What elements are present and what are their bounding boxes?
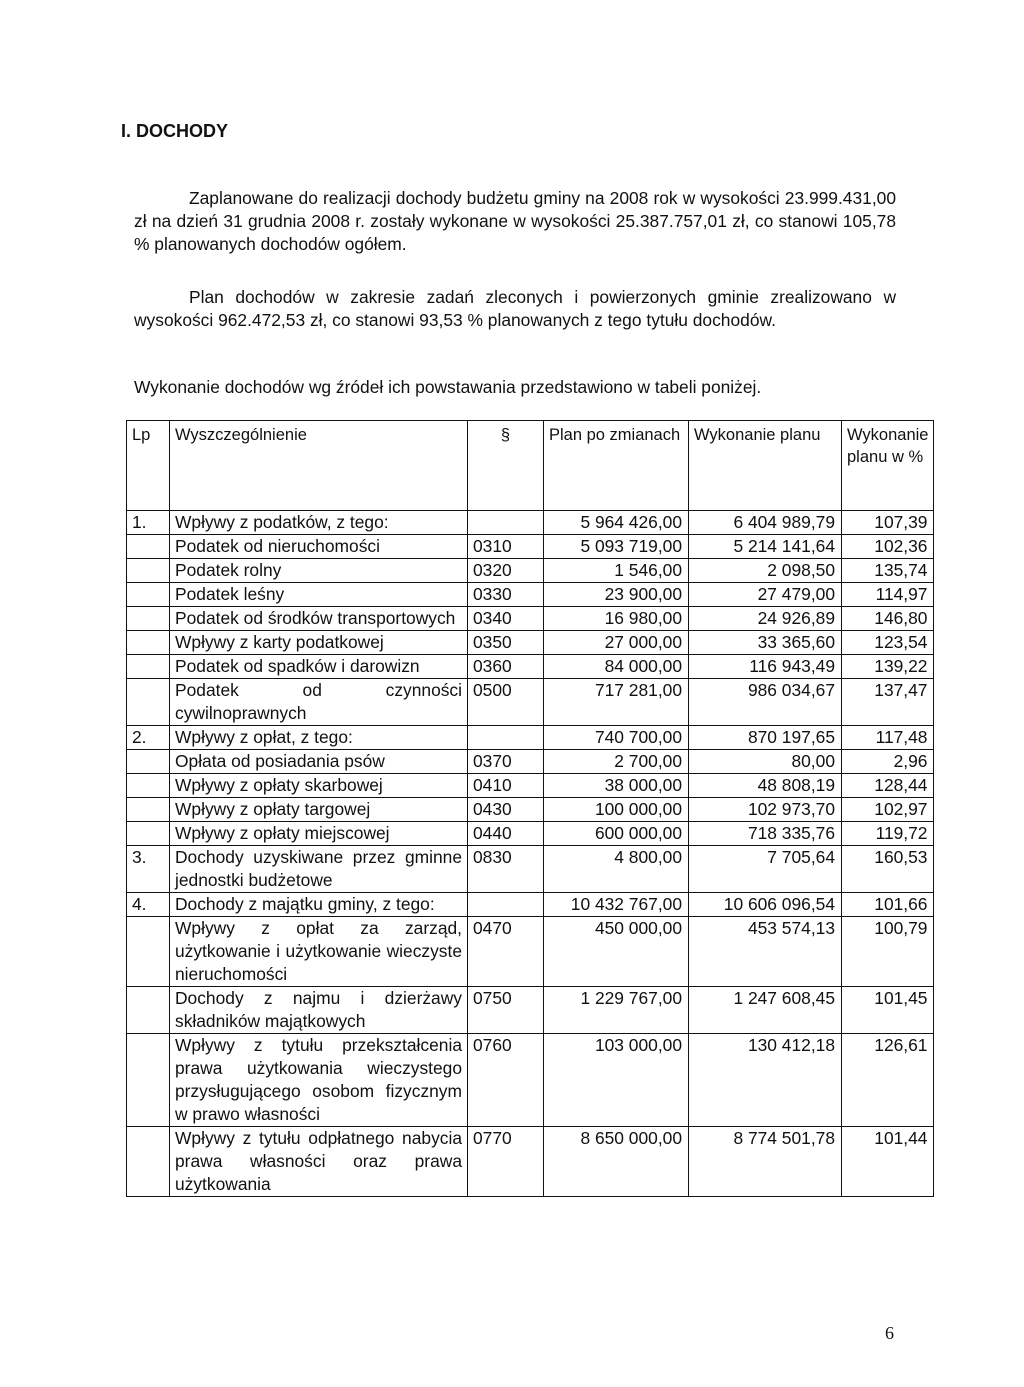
cell-lp: 3. [127,846,170,893]
table-row [127,583,934,607]
cell-plan: 1 229 767,00 [544,987,689,1034]
header-lp: Lp [127,421,170,511]
cell-paragraph [468,893,544,917]
table-row [127,750,934,774]
page-number: 6 [885,1323,894,1343]
table-row [127,987,934,1034]
cell-percent: 126,61 [842,1034,934,1127]
cell-execution: 33 365,60 [689,631,842,655]
cell-plan: 5 964 426,00 [544,511,689,535]
cell-paragraph [468,726,544,750]
cell-execution: 80,00 [689,750,842,774]
cell-plan: 600 000,00 [544,822,689,846]
cell-percent: 123,54 [842,631,934,655]
cell-lp [127,679,170,726]
cell-lp [127,535,170,559]
cell-plan: 38 000,00 [544,774,689,798]
cell-name: Dochody z najmu i dzierżawy składników majątkowych [170,987,468,1034]
table-row [127,511,934,535]
cell-name: Wpływy z podatków, z tego: [170,511,468,535]
cell-percent: 101,45 [842,987,934,1034]
cell-percent: 119,72 [842,822,934,846]
cell-lp [127,655,170,679]
cell-lp: 4. [127,893,170,917]
income-table [126,420,934,1197]
table-row [127,726,934,750]
cell-paragraph: 0750 [468,987,544,1034]
cell-plan: 1 546,00 [544,559,689,583]
header-name: Wyszczególnienie [170,421,468,511]
cell-percent: 102,97 [842,798,934,822]
cell-lp [127,750,170,774]
table-row [127,559,934,583]
table-row [127,822,934,846]
table-row [127,846,934,893]
cell-plan: 450 000,00 [544,917,689,987]
cell-execution: 48 808,19 [689,774,842,798]
cell-paragraph: 0370 [468,750,544,774]
cell-execution: 453 574,13 [689,917,842,987]
table-row [127,679,934,726]
cell-name: Podatek rolny [170,559,468,583]
cell-name: Wpływy z opłaty targowej [170,798,468,822]
table-row [127,893,934,917]
paragraph-commissioned-tasks: Plan dochodów w zakresie zadań zleconych i powierzonych gminie zrealizowano w wysokości 962.472,53 zł, co stanowi 93,53 % planowanych z tego tytułu dochodów. [134,287,896,330]
cell-name: Wpływy z opłaty miejscowej [170,822,468,846]
cell-percent: 139,22 [842,655,934,679]
cell-plan: 740 700,00 [544,726,689,750]
cell-lp [127,798,170,822]
cell-execution: 718 335,76 [689,822,842,846]
cell-lp [127,583,170,607]
cell-plan: 717 281,00 [544,679,689,726]
table-row [127,1127,934,1197]
cell-execution: 102 973,70 [689,798,842,822]
table-body [127,511,934,1197]
cell-name: Opłata od posiadania psów [170,750,468,774]
cell-paragraph [468,511,544,535]
table-header-row [127,421,934,511]
cell-execution: 870 197,65 [689,726,842,750]
cell-paragraph: 0410 [468,774,544,798]
table-row [127,798,934,822]
cell-lp [127,917,170,987]
cell-lp [127,822,170,846]
cell-name: Podatek od czynności cywilnoprawnych [170,679,468,726]
cell-paragraph: 0330 [468,583,544,607]
cell-percent: 107,39 [842,511,934,535]
cell-name: Dochody z majątku gminy, z tego: [170,893,468,917]
cell-percent: 128,44 [842,774,934,798]
cell-paragraph: 0340 [468,607,544,631]
cell-execution: 6 404 989,79 [689,511,842,535]
cell-execution: 10 606 096,54 [689,893,842,917]
cell-percent: 137,47 [842,679,934,726]
cell-lp [127,1127,170,1197]
cell-plan: 27 000,00 [544,631,689,655]
table-row [127,917,934,987]
cell-paragraph: 0830 [468,846,544,893]
cell-name: Wpływy z karty podatkowej [170,631,468,655]
cell-paragraph: 0500 [468,679,544,726]
cell-execution: 2 098,50 [689,559,842,583]
cell-lp [127,559,170,583]
cell-percent: 102,36 [842,535,934,559]
cell-paragraph: 0360 [468,655,544,679]
cell-lp [127,987,170,1034]
cell-name: Wpływy z opłat, z tego: [170,726,468,750]
cell-paragraph: 0770 [468,1127,544,1197]
cell-percent: 2,96 [842,750,934,774]
cell-execution: 130 412,18 [689,1034,842,1127]
cell-name: Wpływy z tytułu odpłatnego nabycia prawa własności oraz prawa użytkowania [170,1127,468,1197]
table-row [127,607,934,631]
paragraph-table-intro: Wykonanie dochodów wg źródeł ich powstawania przedstawiono w tabeli poniżej. [134,377,762,397]
section-heading: I. DOCHODY [121,121,229,141]
cell-plan: 84 000,00 [544,655,689,679]
cell-execution: 7 705,64 [689,846,842,893]
cell-paragraph: 0760 [468,1034,544,1127]
cell-name: Wpływy z opłaty skarbowej [170,774,468,798]
cell-name: Podatek od spadków i darowizn [170,655,468,679]
cell-percent: 101,44 [842,1127,934,1197]
cell-percent: 146,80 [842,607,934,631]
cell-execution: 8 774 501,78 [689,1127,842,1197]
cell-execution: 116 943,49 [689,655,842,679]
cell-plan: 5 093 719,00 [544,535,689,559]
cell-execution: 986 034,67 [689,679,842,726]
cell-plan: 23 900,00 [544,583,689,607]
cell-execution: 27 479,00 [689,583,842,607]
cell-plan: 8 650 000,00 [544,1127,689,1197]
cell-lp [127,774,170,798]
header-paragraph: § [468,421,544,511]
cell-percent: 100,79 [842,917,934,987]
cell-name: Wpływy z tytułu przekształcenia prawa użytkowania wieczystego przysługującego osobom fizycznym w prawo własności [170,1034,468,1127]
table-row [127,655,934,679]
table-row [127,1034,934,1127]
cell-paragraph: 0310 [468,535,544,559]
cell-paragraph: 0320 [468,559,544,583]
cell-plan: 4 800,00 [544,846,689,893]
cell-name: Wpływy z opłat za zarząd, użytkowanie i użytkowanie wieczyste nieruchomości [170,917,468,987]
cell-lp [127,607,170,631]
header-plan: Plan po zmianach [544,421,689,511]
cell-lp: 1. [127,511,170,535]
cell-lp [127,1034,170,1127]
cell-name: Podatek od środków transportowych [170,607,468,631]
cell-percent: 117,48 [842,726,934,750]
cell-plan: 10 432 767,00 [544,893,689,917]
cell-paragraph: 0430 [468,798,544,822]
cell-percent: 114,97 [842,583,934,607]
cell-execution: 5 214 141,64 [689,535,842,559]
cell-lp [127,631,170,655]
table-row [127,631,934,655]
header-percent: Wykonanie planu w % [842,421,934,511]
header-execution: Wykonanie planu [689,421,842,511]
cell-percent: 101,66 [842,893,934,917]
cell-plan: 16 980,00 [544,607,689,631]
cell-lp: 2. [127,726,170,750]
table-row [127,774,934,798]
cell-paragraph: 0440 [468,822,544,846]
cell-paragraph: 0350 [468,631,544,655]
cell-plan: 103 000,00 [544,1034,689,1127]
cell-name: Dochody uzyskiwane przez gminne jednostki budżetowe [170,846,468,893]
cell-execution: 1 247 608,45 [689,987,842,1034]
cell-execution: 24 926,89 [689,607,842,631]
cell-plan: 2 700,00 [544,750,689,774]
table-row [127,535,934,559]
cell-name: Podatek leśny [170,583,468,607]
cell-plan: 100 000,00 [544,798,689,822]
cell-paragraph: 0470 [468,917,544,987]
cell-percent: 135,74 [842,559,934,583]
paragraph-total-income: Zaplanowane do realizacji dochody budżetu gminy na 2008 rok w wysokości 23.999.431,00 zł na dzień 31 grudnia 2008 r. zostały wykonane w wysokości 25.387.757,01 zł, co stanowi 105,78 % planowanych dochodów ogółem. [134,188,896,254]
cell-name: Podatek od nieruchomości [170,535,468,559]
cell-percent: 160,53 [842,846,934,893]
